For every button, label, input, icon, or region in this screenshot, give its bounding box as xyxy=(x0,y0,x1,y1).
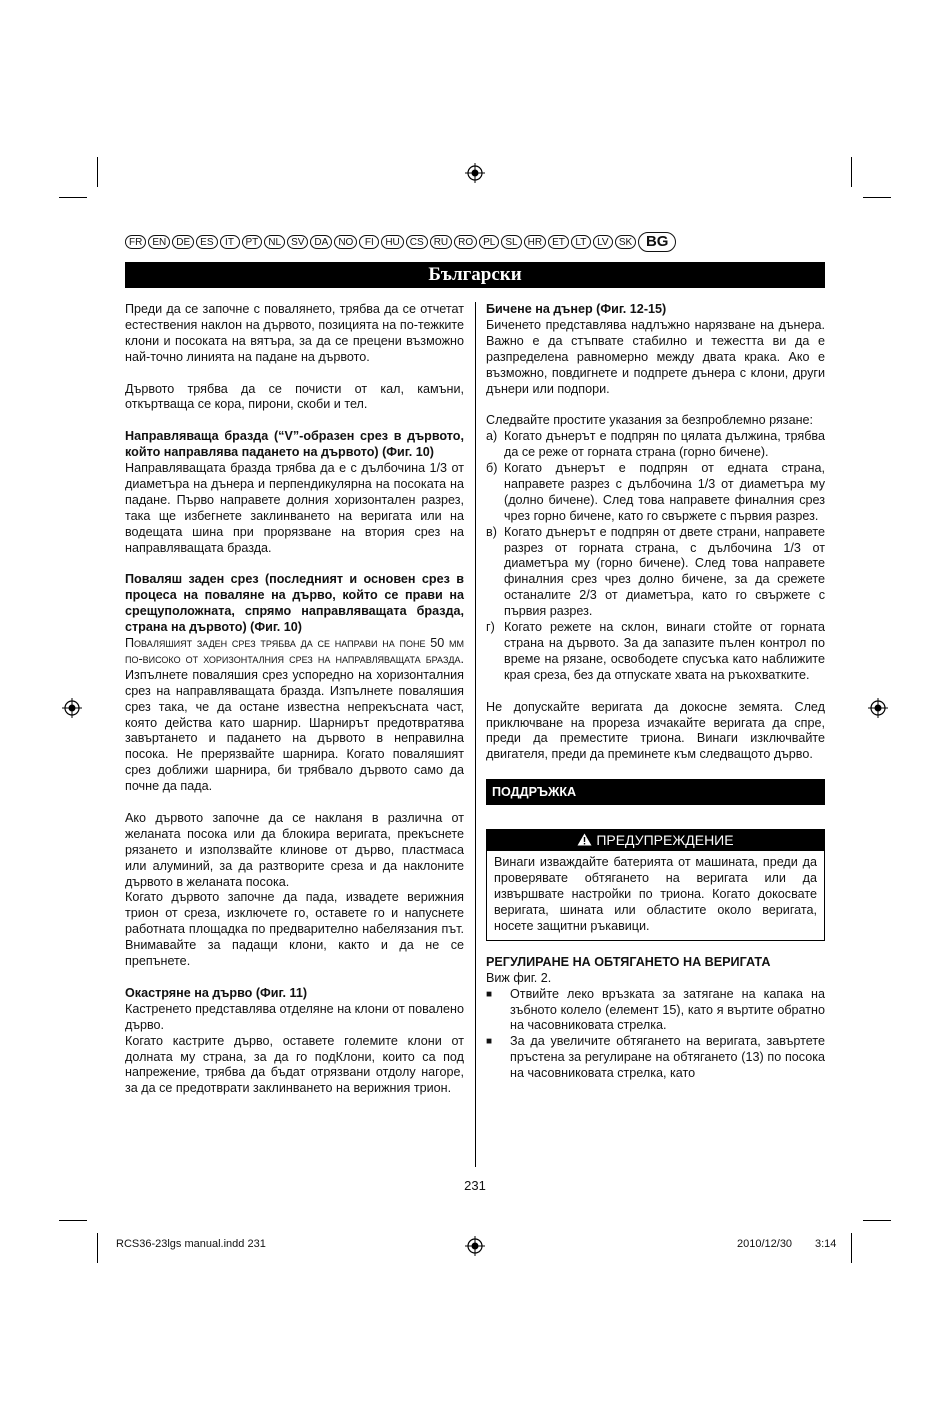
language-tab-hr: HR xyxy=(524,235,546,249)
language-tab-ro: RO xyxy=(454,235,477,249)
paragraph: Когато дървото започне да пада, извадете верижния трион от среза, изключете го, оставете го и напуснете работната площадка по предварително набелязания път. Внимавайте за падащи клони, както и да не се препънете. xyxy=(125,890,464,969)
language-tab-hu: HU xyxy=(381,235,403,249)
bullet-icon: ■ xyxy=(486,988,493,1000)
language-tab-fr: FR xyxy=(125,235,146,249)
paragraph: Преди да се започне с повалянето, трябва да се отчетат естествения наклон на дървото, позицията на по-тежките клони и посоката на вятъра, за да се прецени възможно най-точно линията на падане на дървото. xyxy=(125,302,464,364)
paragraph xyxy=(125,636,464,795)
list-item xyxy=(486,429,825,461)
language-tab-et: ET xyxy=(548,235,569,249)
language-tab-pt: PT xyxy=(242,235,263,249)
crop-mark xyxy=(851,157,852,187)
footer-file: RCS36-23lgs manual.indd 231 xyxy=(116,1238,266,1250)
paragraph: Следвайте простите указания за безпроблемно рязане: xyxy=(486,413,814,428)
paragraph: Не допускайте веригата да докосне земята. След приключване на прореза изчакайте веригата да спре, преди да преместите триона. Винаги изключвайте двигателя, преди да преминете към следващото дърво. xyxy=(486,699,825,762)
section-heading: Поваляш заден срез (последният и основен срез в процеса на поваляне на дърво, който се прави на срещуположната, спрямо направляващата бразда, страна на дървото) (Фиг. 10) xyxy=(125,572,464,635)
registration-mark-icon xyxy=(465,1236,485,1256)
warning-box xyxy=(486,829,825,941)
registration-mark-icon xyxy=(62,698,82,718)
paragraph: Направляващата бразда трябва да е с дълбочина 1/3 от диаметъра на дънера и перпендикулярна на посоката на падане. Първо направете долния хоризонтален разрез, така ще избегнете заклинването на веригата или на водещата шина при прорязване на втория срез на направляващата бразда. xyxy=(125,461,464,555)
cutting-steps-list xyxy=(486,429,825,684)
language-tab-de: DE xyxy=(172,235,194,249)
paragraph: Дървото трябва да се почисти от кал, камъни, откъртваща се кора, пирони, скоби и тел. xyxy=(125,381,464,412)
list-text: За да увеличите обтягането на веригата, завъртете пръстена за регулиране на обтягането (13) по посока на часовниковата стрелка, като xyxy=(510,1034,825,1081)
list-marker: г) xyxy=(486,620,495,635)
page-title: Български xyxy=(125,262,825,288)
language-tab-lt: LT xyxy=(571,235,591,249)
warning-text: Винаги изваждайте батерията от машината, преди да проверявате обтягането на веригата или да извършвате настройки по триона. Когато докосвате веригата, шината или областите около веригата, носете защитни ръкавици. xyxy=(486,851,825,941)
registration-mark-icon xyxy=(868,698,888,718)
language-tabs xyxy=(125,232,825,252)
crop-mark xyxy=(863,1220,891,1221)
crop-mark xyxy=(851,1233,852,1263)
paragraph: Виж фиг. 2. xyxy=(486,970,552,985)
language-tab-fi: FI xyxy=(359,235,379,249)
language-tab-lv: LV xyxy=(593,235,613,249)
crop-mark xyxy=(59,197,87,198)
list-marker: а) xyxy=(486,429,498,444)
registration-mark-icon xyxy=(465,163,485,183)
language-tab-en: EN xyxy=(148,235,170,249)
section-heading: Бичене на дънер (Фиг. 12-15) xyxy=(486,302,667,316)
warning-title: ПРЕДУПРЕЖДЕНИЕ xyxy=(596,832,734,849)
list-item xyxy=(486,525,825,620)
list-text: Отвийте леко връзката за затягане на капака на зъбното колело (елемент 15), като я въртите обратно на часовниковата стрелка. xyxy=(510,986,825,1033)
list-item xyxy=(486,620,825,684)
warning-triangle-icon xyxy=(577,833,592,846)
crop-mark xyxy=(863,197,891,198)
paragraph-text: Изпълнете поваляшия срез успоредно на хоризонталния срез на направляващата бразда. Изпълнете поваляшия срез така, че да остане известна непрекъсната част, която действа като шарнир. Шарнирът предотвратява завъртането и падането на дървото в неправилна посока. Не прерязвайте шарнира. Когато поваляшият срез доближи шарнира, би трябвало дървото само да почне да пада. xyxy=(125,667,464,794)
maintenance-section-bar: ПОДДРЪЖКА xyxy=(486,779,825,805)
column-divider xyxy=(475,302,476,1167)
crop-mark xyxy=(97,157,98,187)
list-text: Когато дънерът е подпрян от едната страна, направете разрез с дълбочина 1/3 от диаметъра му (долно бичене). След това направете финалния срез чрез горно бичене, като го свържете с първия разрез. xyxy=(504,461,825,523)
list-item xyxy=(486,1034,825,1082)
language-tab-sv: SV xyxy=(287,235,308,249)
page-number: 231 xyxy=(464,1178,486,1193)
language-tab-it: IT xyxy=(220,235,240,249)
language-tab-ru: RU xyxy=(430,235,452,249)
language-tab-nl: NL xyxy=(264,235,285,249)
paragraph: Ако дървото започне да се накланя в различна от желаната посока или да блокира веригата, прекъснете рязането и използвайте клинове от дърво, пластмаса или алуминий, за да разтворите среза и да наклоните дървото в желаната посока. xyxy=(125,810,464,889)
list-text: Когато дънерът е подпрян по цялата дължина, трябва да се реже от горната страна (горно бичене). xyxy=(504,429,825,460)
adjustment-bullets xyxy=(486,987,825,1082)
crop-mark xyxy=(97,1233,98,1263)
language-tab-pl: PL xyxy=(479,235,499,249)
left-column xyxy=(125,302,464,1097)
language-tab-cs: CS xyxy=(406,235,428,249)
list-marker: б) xyxy=(486,461,498,476)
language-tab-sl: SL xyxy=(501,235,521,249)
footer-time: 3:14 xyxy=(815,1238,837,1250)
footer-date: 2010/12/30 xyxy=(737,1238,793,1250)
list-item xyxy=(486,461,825,525)
language-tab-es: ES xyxy=(196,235,217,249)
paragraph: Кастренето представлява отделяне на клони от повалено дърво. xyxy=(125,1001,464,1032)
crop-mark xyxy=(59,1220,87,1221)
language-tab-sk: SK xyxy=(615,235,636,249)
bullet-icon: ■ xyxy=(486,1036,493,1048)
section-heading: РЕГУЛИРАНЕ НА ОБТЯГАНЕТО НА ВЕРИГАТА xyxy=(486,954,771,969)
list-text: Когато дънерът е подпрян от двете страни, направете разрез от горната страна, с дълбочина 1/3 от диаметъра му (горно бичене). След това направете финалния срез чрез долно бичене, за да срежете останалите 2/3 от диаметъра, като го свържете с първия разрез. xyxy=(504,524,825,619)
language-tab-bg: BG xyxy=(638,232,676,252)
language-tab-no: NO xyxy=(334,235,357,249)
right-column xyxy=(486,302,825,1082)
warning-header xyxy=(486,829,825,851)
paragraph: Когато кастрите дърво, оставете големите клони от долната му страна, за да го подКлони, които са под напрежение, трябва да бъдат отрязвани отдолу нагоре, за да се предотврати заклинването на верижния трион. xyxy=(125,1033,464,1096)
section-heading: Направляваща бразда (“V”-образен срез в дървото, който направлява падането на дървото) (Фиг. 10) xyxy=(125,429,464,460)
list-item xyxy=(486,987,825,1035)
emphasis-text: Поваляшият заден срез трябва да се направи на поне 50 мм по-високо от хоризонталния срез на направляващата бразда. xyxy=(125,635,464,666)
list-marker: в) xyxy=(486,524,497,539)
list-text: Когато режете на склон, винаги стойте от горната страна на дървото. За да запазите пълен контрол по време на рязане, освободете спусъка като наближите края среза, без да отпускате хвата на ръкохватките. xyxy=(504,620,825,682)
section-heading: Окастряне на дърво (Фиг. 11) xyxy=(125,985,308,1000)
language-tab-da: DA xyxy=(310,235,332,249)
paragraph: Биченето представлява надлъжно нарязване на дънера. Важно е да стъпвате стабилно и тежестта ви да е разпределена равномерно между двата крака. Ако е възможно, повдигнете и подпрете дънера с клони, други дънери или подпори. xyxy=(486,317,825,396)
